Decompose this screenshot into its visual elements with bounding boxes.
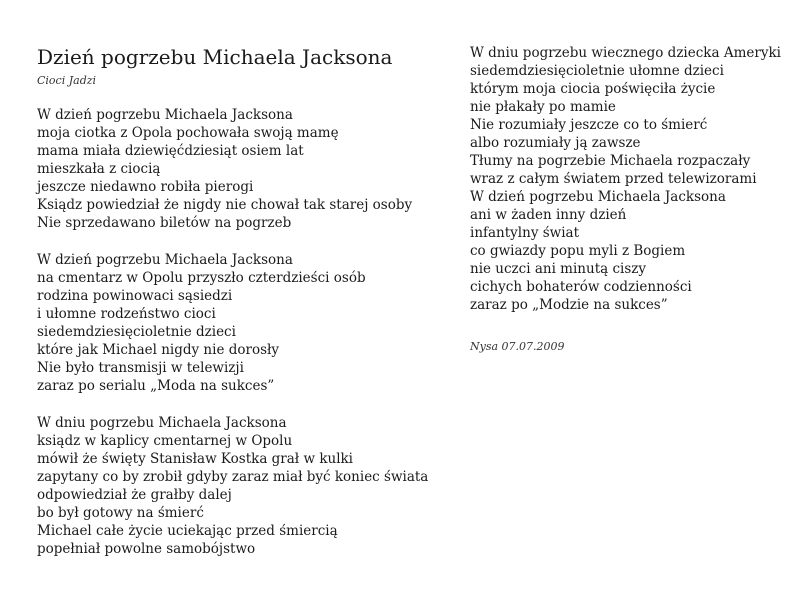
poem-line: co gwiazdy popu myli z Bogiem bbox=[470, 243, 686, 259]
poem-line: zaraz po serialu „Moda na sukces” bbox=[37, 378, 275, 394]
poem-line: infantylny świat bbox=[470, 225, 580, 241]
poem-line: Nie sprzedawano biletów na pogrzeb bbox=[37, 215, 292, 231]
poem-line: i ułomne rodzeństwo cioci bbox=[37, 306, 216, 322]
stanza-4 bbox=[470, 44, 790, 314]
poem-line: odpowiedział że grałby dalej bbox=[37, 487, 232, 503]
poem-line: które jak Michael nigdy nie dorosły bbox=[37, 342, 280, 358]
poem-line: Nie było transmisji w telewizji bbox=[37, 360, 244, 376]
poem-line: zaraz po „Modzie na sukces” bbox=[470, 297, 668, 313]
place-date-signature: Nysa 07.07.2009 bbox=[470, 340, 565, 353]
poem-line: cichych bohaterów codzienności bbox=[470, 279, 692, 295]
poem-line: na cmentarz w Opolu przyszło czterdzieści osób bbox=[37, 270, 366, 286]
poem-line: popełniał powolne samobójstwo bbox=[37, 541, 256, 557]
poem-line: rodzina powinowaci sąsiedzi bbox=[37, 288, 233, 304]
poem-line: jeszcze niedawno robiła pierogi bbox=[37, 179, 254, 195]
poem-line: Michael całe życie uciekając przed śmiercią bbox=[37, 523, 338, 539]
poem-line: nie płakały po mamie bbox=[470, 99, 616, 115]
poem-line: siedemdziesięcioletnie ułomne dzieci bbox=[470, 63, 724, 79]
poem-line: którym moja ciocia poświęciła życie bbox=[470, 81, 716, 97]
poem-line: Tłumy na pogrzebie Michaela rozpaczały bbox=[470, 153, 751, 169]
poem-line: mama miała dziewięćdziesiąt osiem lat bbox=[37, 143, 304, 159]
poem-dedication: Cioci Jadzi bbox=[37, 74, 97, 87]
poem-line: zapytany co by zrobił gdyby zaraz miał być koniec świata bbox=[37, 469, 429, 485]
poem-line: mieszkała z ciocią bbox=[37, 161, 161, 177]
poem-line: W dzień pogrzebu Michaela Jacksona bbox=[37, 107, 293, 123]
poem-line: moja ciotka z Opola pochowała swoją mamę bbox=[37, 125, 339, 141]
poem-title: Dzień pogrzebu Michaela Jacksona bbox=[37, 45, 393, 69]
poem-line: albo rozumiały ją zawsze bbox=[470, 135, 641, 151]
stanza-2 bbox=[37, 251, 427, 395]
poem-line: ani w żaden inny dzień bbox=[470, 207, 627, 223]
left-column bbox=[37, 106, 427, 577]
poem-line: W dzień pogrzebu Michaela Jacksona bbox=[37, 252, 293, 268]
poem-line: Ksiądz powiedział że nigdy nie chował tak starej osoby bbox=[37, 197, 413, 213]
right-column bbox=[470, 44, 790, 333]
poem-line: siedemdziesięcioletnie dzieci bbox=[37, 324, 236, 340]
stanza-1 bbox=[37, 106, 427, 232]
poem-line: nie uczci ani minutą ciszy bbox=[470, 261, 647, 277]
poem-line: Nie rozumiały jeszcze co to śmierć bbox=[470, 117, 708, 133]
poem-line: ksiądz w kaplicy cmentarnej w Opolu bbox=[37, 433, 293, 449]
poem-line: bo był gotowy na śmierć bbox=[37, 505, 204, 521]
poem-line: W dzień pogrzebu Michaela Jacksona bbox=[470, 189, 726, 205]
poem-line: mówił że święty Stanisław Kostka grał w kulki bbox=[37, 451, 354, 467]
stanza-3 bbox=[37, 414, 427, 558]
poem-line: W dniu pogrzebu wiecznego dziecka Ameryki bbox=[470, 45, 781, 61]
poem-line: W dniu pogrzebu Michaela Jacksona bbox=[37, 415, 287, 431]
poem-line: wraz z całym światem przed telewizorami bbox=[470, 171, 757, 187]
